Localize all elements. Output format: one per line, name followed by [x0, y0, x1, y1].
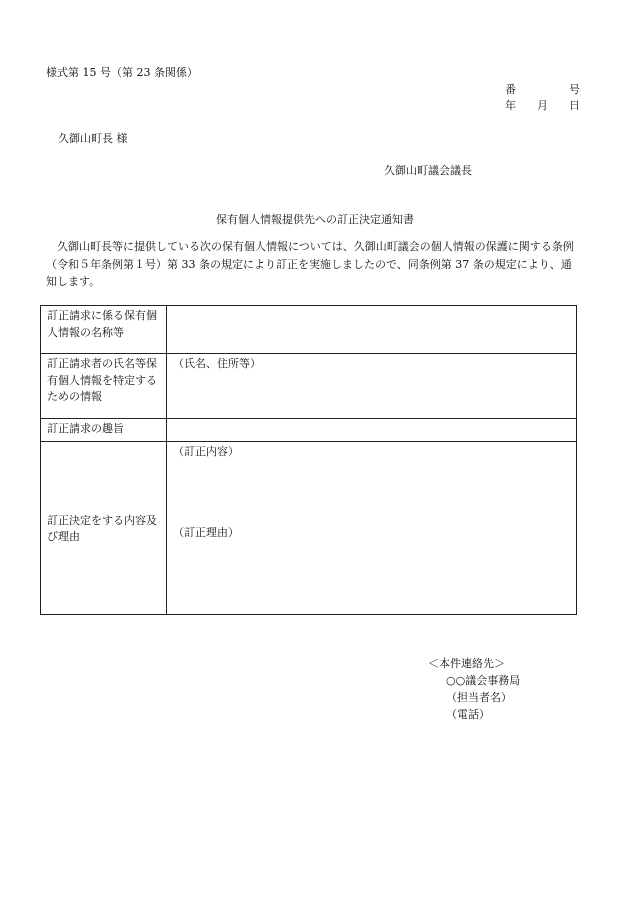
contact-heading: ＜本件連絡先＞ — [428, 657, 505, 670]
row-value-decision — [167, 442, 577, 615]
contact-office: ○○議会事務局 — [446, 674, 521, 687]
addressee: 久御山町長 様 — [58, 132, 128, 145]
contact-person: （担当者名） — [446, 691, 512, 704]
form-number: 様式第 15 号（第 23 条関係） — [46, 66, 198, 79]
date-line — [505, 97, 580, 113]
date-month: 月 — [537, 99, 548, 112]
row-label-info-name: 訂正請求に係る保有個人情報の名称等 — [41, 306, 167, 354]
row-value-purpose — [167, 419, 577, 442]
date-day: 日 — [569, 99, 580, 112]
date-year: 年 — [505, 99, 516, 112]
body-paragraph: 久御山町長等に提供している次の保有個人情報については、久御山町議会の個人情報の保護に関する条例（令和５年条例第１号）第 33 条の規定により訂正を実施しましたので、同条例第 37 条の規定により、通知します。 — [46, 240, 574, 288]
row-value-info-name — [167, 306, 577, 354]
row-label-requester: 訂正請求者の氏名等保有個人情報を特定するための情報 — [41, 354, 167, 419]
table-row — [41, 306, 577, 354]
number-label-ban: 番 — [505, 83, 516, 96]
table-row — [41, 419, 577, 442]
correction-table — [40, 305, 577, 615]
document-title: 保有個人情報提供先への訂正決定通知書 — [216, 213, 414, 226]
contact-block — [428, 655, 520, 723]
document-number-line — [505, 81, 580, 97]
table-row — [41, 442, 577, 615]
number-label-go: 号 — [569, 83, 580, 96]
row-label-decision: 訂正決定をする内容及び理由 — [41, 442, 167, 615]
correction-reason-label: （訂正理由） — [173, 525, 239, 539]
table-row — [41, 354, 577, 419]
contact-phone: （電話） — [446, 708, 490, 721]
correction-content-label: （訂正内容） — [173, 445, 239, 458]
row-label-purpose: 訂正請求の趣旨 — [41, 419, 167, 442]
row-value-requester: （氏名、住所等） — [167, 354, 577, 419]
sender: 久御山町議会議長 — [384, 164, 472, 177]
